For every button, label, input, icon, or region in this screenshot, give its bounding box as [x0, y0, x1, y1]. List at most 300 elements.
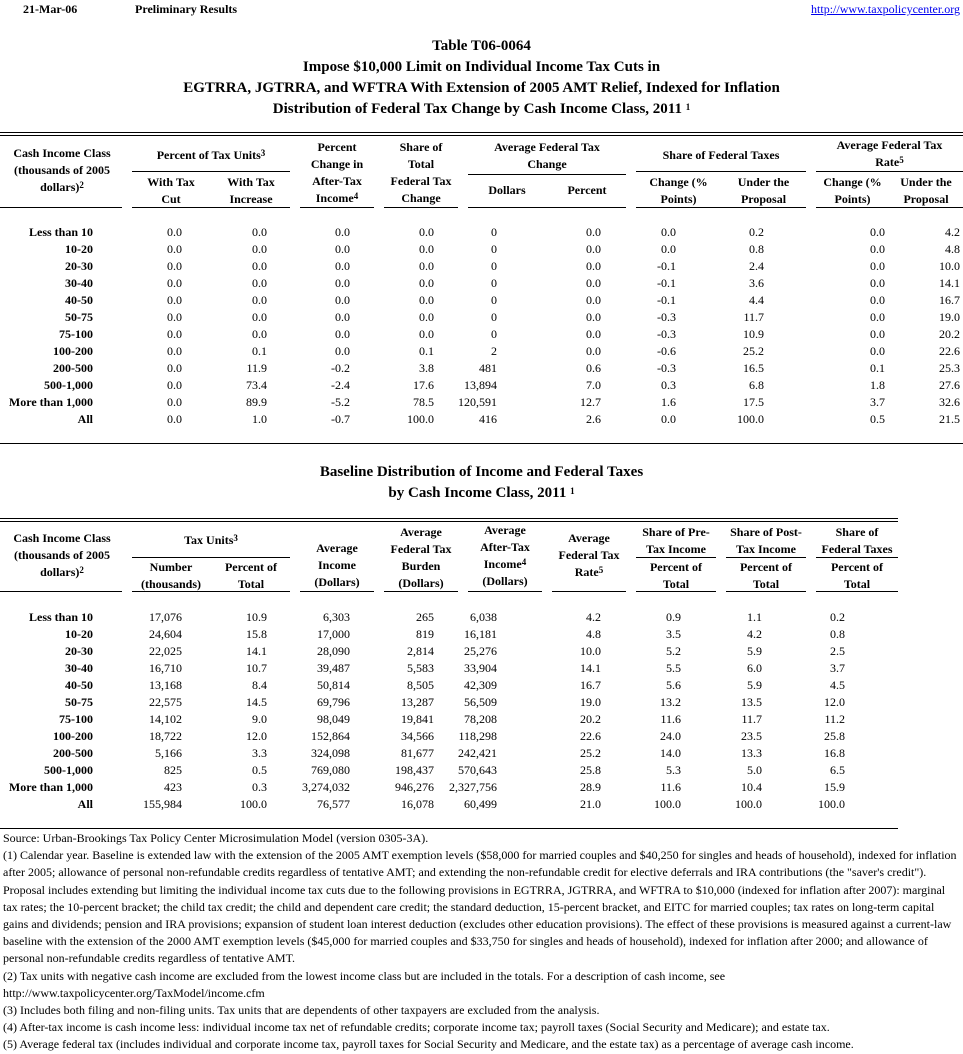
- rule: [636, 171, 806, 172]
- table1-header-rate-under-proposal: Under the Proposal: [900, 175, 952, 206]
- table-cell: 100.0: [735, 797, 762, 811]
- rule: [300, 207, 374, 208]
- table-cell: 17,076: [149, 610, 182, 624]
- table-row: [0, 745, 963, 762]
- table-cell: 825: [164, 763, 182, 777]
- table-cell: 3.7: [830, 661, 845, 675]
- table-cell: 0.0: [586, 310, 601, 324]
- table-cell: 16.8: [824, 746, 845, 760]
- table2-top-double-rule: [0, 518, 898, 522]
- table-cell: -0.1: [657, 259, 676, 273]
- rule: [552, 591, 626, 592]
- table-row: [0, 275, 963, 292]
- table-cell: 5,583: [407, 661, 434, 675]
- table-cell: 12.0: [824, 695, 845, 709]
- table-cell: 19.0: [939, 310, 960, 324]
- table-cell: 0.0: [419, 242, 434, 256]
- table-cell: 28,090: [317, 644, 350, 658]
- table-cell: 0.0: [167, 259, 182, 273]
- table-cell: 14,102: [149, 712, 182, 726]
- table-row: [0, 360, 963, 377]
- table-cell: 98,049: [317, 712, 350, 726]
- table-cell: 265: [416, 610, 434, 624]
- table2-header-share-pre-tax: Share of Pre- Tax Income: [642, 525, 710, 556]
- table-cell: 16,710: [149, 661, 182, 675]
- table-cell: 0.0: [870, 259, 885, 273]
- table-cell: 5.3: [666, 763, 681, 777]
- table1-header-avg-fed-tax-rate: Average Federal Tax Rate$^5$: [836, 138, 943, 169]
- table-cell: 0.0: [870, 293, 885, 307]
- table-cell: 42,309: [464, 678, 497, 692]
- rule: [816, 171, 963, 172]
- table-cell: 4.2: [586, 610, 601, 624]
- row-label: 200-500: [53, 361, 93, 375]
- rule: [300, 591, 374, 592]
- table2-title-line-1: Baseline Distribution of Income and Federal Taxes: [319, 464, 644, 480]
- table-cell: 0.0: [586, 276, 601, 290]
- table-cell: 4.2: [747, 627, 762, 641]
- table-cell: 13,168: [149, 678, 182, 692]
- table-cell: 0.5: [870, 412, 885, 426]
- row-label: 20-30: [65, 259, 93, 273]
- table-cell: 0.0: [167, 378, 182, 392]
- table-cell: 0.0: [335, 327, 350, 341]
- table-cell: 1.6: [661, 395, 676, 409]
- table-cell: 24,604: [149, 627, 182, 641]
- row-label: Less than 10: [28, 225, 93, 239]
- table-row: [0, 643, 963, 660]
- table-cell: 0.0: [252, 242, 267, 256]
- table2-header-pre-tax-pct: Percent of Total: [649, 560, 703, 591]
- table-cell: 4.8: [945, 242, 960, 256]
- table-cell: 20.2: [939, 327, 960, 341]
- table-cell: 0.0: [167, 361, 182, 375]
- table-row: [0, 224, 963, 241]
- table-row: [0, 796, 963, 813]
- table-cell: 819: [416, 627, 434, 641]
- table-cell: 10.4: [741, 780, 762, 794]
- table-cell: 5.5: [666, 661, 681, 675]
- table-cell: 13,894: [464, 378, 497, 392]
- table-cell: 0.0: [167, 327, 182, 341]
- table-cell: 0.0: [335, 225, 350, 239]
- table1-title: [0, 36, 963, 120]
- table-cell: 100.0: [818, 797, 845, 811]
- table-cell: 12.0: [246, 729, 267, 743]
- table-cell: 0.0: [870, 242, 885, 256]
- rule: [468, 591, 542, 592]
- table-cell: 5.9: [747, 644, 762, 658]
- taxpolicycenter-link[interactable]: http://www.taxpolicycenter.org: [811, 2, 960, 16]
- table-cell: 0: [491, 310, 497, 324]
- table-row: [0, 241, 963, 258]
- table2-header-avg-income: Average Income (Dollars): [314, 541, 360, 589]
- table1-top-double-rule: [0, 132, 963, 136]
- table-cell: 118,298: [458, 729, 497, 743]
- table-row: [0, 377, 963, 394]
- table-cell: 0.0: [167, 242, 182, 256]
- table-cell: -0.1: [657, 293, 676, 307]
- table-cell: 11.9: [246, 361, 267, 375]
- table-cell: 13.2: [660, 695, 681, 709]
- table1-header-dollars: Dollars: [488, 183, 526, 197]
- table-cell: 0: [491, 327, 497, 341]
- table-cell: 13.5: [741, 695, 762, 709]
- table1-header-pct-tax-units: Percent of Tax Units$^3$: [156, 148, 266, 162]
- table2-header-share-fed-taxes: Share of Federal Taxes: [821, 525, 893, 556]
- rule: [384, 207, 458, 208]
- table-cell: 0.0: [419, 276, 434, 290]
- table-cell: 0.0: [419, 310, 434, 324]
- row-label: Less than 10: [28, 610, 93, 624]
- table-cell: 0.0: [661, 412, 676, 426]
- table-cell: 0.0: [167, 293, 182, 307]
- table-cell: 12.7: [580, 395, 601, 409]
- table1-title-line-3: EGTRRA, JGTRRA, and WFTRA With Extension of 2005 AMT Relief, Indexed for Inflation: [183, 80, 780, 96]
- table-cell: 0.0: [335, 259, 350, 273]
- table-cell: 570,643: [458, 763, 497, 777]
- table-cell: 1.8: [870, 378, 885, 392]
- table-cell: 0.0: [870, 344, 885, 358]
- table-cell: 0.0: [252, 276, 267, 290]
- table-cell: 4.8: [586, 627, 601, 641]
- table-cell: -0.3: [657, 361, 676, 375]
- table-cell: 25.2: [743, 344, 764, 358]
- rule: [132, 557, 290, 558]
- table-cell: 22,025: [149, 644, 182, 658]
- table-cell: 34,566: [401, 729, 434, 743]
- table1-title-line-2: Impose $10,000 Limit on Individual Income Tax Cuts in: [302, 59, 661, 75]
- table-cell: 1.0: [252, 412, 267, 426]
- table-cell: 423: [164, 780, 182, 794]
- table-row: [0, 762, 963, 779]
- table-cell: 11.7: [741, 712, 762, 726]
- table-cell: 0.0: [870, 276, 885, 290]
- table-cell: 25,276: [464, 644, 497, 658]
- table-cell: 0: [491, 293, 497, 307]
- table-cell: 9.0: [252, 712, 267, 726]
- table-row: [0, 258, 963, 275]
- table2-bottom-rule: [0, 828, 898, 829]
- table-cell: 152,864: [311, 729, 350, 743]
- table-cell: 0.0: [167, 310, 182, 324]
- table-cell: -0.6: [657, 344, 676, 358]
- rule: [816, 591, 898, 592]
- table-cell: 21.0: [580, 797, 601, 811]
- table-cell: 28.9: [580, 780, 601, 794]
- table-cell: 5.2: [666, 644, 681, 658]
- table-row: [0, 660, 963, 677]
- rule: [132, 171, 290, 172]
- rule: [468, 174, 626, 175]
- table-cell: 0.0: [661, 225, 676, 239]
- table-cell: 27.6: [939, 378, 960, 392]
- table-cell: 16.5: [743, 361, 764, 375]
- table-cell: 6.5: [830, 763, 845, 777]
- table-cell: 0.0: [586, 242, 601, 256]
- rule: [0, 591, 122, 592]
- table-cell: 0.0: [167, 225, 182, 239]
- table-cell: 3.6: [749, 276, 764, 290]
- table-cell: 4.5: [830, 678, 845, 692]
- row-label: More than 1,000: [8, 780, 93, 794]
- table-cell: 0.0: [335, 293, 350, 307]
- table2-header-percent-of-total: Percent of Total: [224, 560, 278, 591]
- row-label: 100-200: [53, 344, 93, 358]
- table-cell: 20.2: [580, 712, 601, 726]
- table-cell: -0.2: [331, 361, 350, 375]
- table-cell: 0.0: [586, 293, 601, 307]
- table1-header-share-change-pts: Change (% Points): [649, 175, 708, 206]
- table-cell: 100.0: [737, 412, 764, 426]
- rule: [636, 591, 716, 592]
- table-cell: 0.0: [870, 310, 885, 324]
- table-row: [0, 711, 963, 728]
- table-cell: 10.7: [246, 661, 267, 675]
- table2-header-avg-fed-tax-rate: Average Federal Tax Rate$^5$: [558, 531, 620, 579]
- table-cell: 22.6: [939, 344, 960, 358]
- table-cell: 15.9: [824, 780, 845, 794]
- table-cell: 3,274,032: [302, 780, 350, 794]
- table-cell: 0.0: [586, 225, 601, 239]
- table2-header-post-tax-pct: Percent of Total: [739, 560, 793, 591]
- table-cell: 25.8: [824, 729, 845, 743]
- row-label: 10-20: [65, 627, 93, 641]
- table-cell: -2.4: [331, 378, 350, 392]
- table-cell: 0.0: [167, 276, 182, 290]
- table-row: [0, 343, 963, 360]
- table-row: [0, 626, 963, 643]
- table-cell: 13,287: [401, 695, 434, 709]
- table-cell: 4.4: [749, 293, 764, 307]
- table-cell: 0.0: [252, 225, 267, 239]
- rule: [636, 557, 716, 558]
- table-cell: 10.0: [580, 644, 601, 658]
- table-cell: 17,000: [317, 627, 350, 641]
- table-cell: 10.0: [939, 259, 960, 273]
- table1-header-pct-change-after-tax: Percent Change in After-Tax Income$^4$: [310, 140, 364, 205]
- table-cell: 14.1: [246, 644, 267, 658]
- table-cell: 0: [491, 259, 497, 273]
- table-cell: 5.6: [666, 678, 681, 692]
- table-cell: 0.1: [419, 344, 434, 358]
- table-cell: 0.0: [419, 259, 434, 273]
- table-cell: 0.0: [419, 327, 434, 341]
- table-cell: 946,276: [395, 780, 434, 794]
- row-label: 30-40: [65, 661, 93, 675]
- table2-title-line-2: by Cash Income Class, 2011 $^1$: [388, 485, 575, 501]
- table-cell: 0.0: [252, 310, 267, 324]
- table-cell: 7.0: [586, 378, 601, 392]
- table-cell: 155,984: [143, 797, 182, 811]
- table-cell: 0.0: [167, 344, 182, 358]
- table-cell: 100.0: [654, 797, 681, 811]
- table-cell: 78,208: [464, 712, 497, 726]
- table-cell: 11.6: [660, 780, 681, 794]
- rule: [726, 557, 806, 558]
- report-status: Preliminary Results: [135, 2, 238, 16]
- table-cell: 0: [491, 225, 497, 239]
- table-cell: 0.3: [661, 378, 676, 392]
- table-cell: 39,487: [317, 661, 350, 675]
- table2-header-tax-units: Tax Units$^3$: [184, 533, 238, 547]
- table-cell: 8.4: [252, 678, 267, 692]
- table-cell: 16,181: [464, 627, 497, 641]
- table1-header-share-fed-taxes: Share of Federal Taxes: [662, 148, 780, 162]
- table-cell: 6,303: [323, 610, 350, 624]
- table-cell: 14.1: [580, 661, 601, 675]
- row-label: 500-1,000: [44, 378, 93, 392]
- table-cell: -5.2: [331, 395, 350, 409]
- rule: [816, 557, 898, 558]
- row-label: 50-75: [65, 310, 93, 324]
- table-cell: 11.6: [660, 712, 681, 726]
- table-row: [0, 609, 963, 626]
- table-cell: 17.6: [413, 378, 434, 392]
- table-cell: 76,577: [317, 797, 350, 811]
- table-cell: 0.6: [586, 361, 601, 375]
- report-date: 21-Mar-06: [23, 2, 78, 16]
- table-cell: 242,421: [458, 746, 497, 760]
- table-cell: 5,166: [155, 746, 182, 760]
- table-cell: 0.2: [749, 225, 764, 239]
- table2-header-number: Number (thousands): [140, 560, 202, 591]
- rule: [132, 591, 290, 592]
- table-cell: 100.0: [407, 412, 434, 426]
- table-row: [0, 411, 963, 428]
- table-cell: 78.5: [413, 395, 434, 409]
- table-cell: 60,499: [464, 797, 497, 811]
- table1-bottom-rule: [0, 443, 963, 444]
- table-cell: 10.9: [743, 327, 764, 341]
- table-cell: 6.8: [749, 378, 764, 392]
- table1-header-share-under-proposal: Under the Proposal: [737, 175, 790, 206]
- table-cell: 8,505: [407, 678, 434, 692]
- row-label: 200-500: [53, 746, 93, 760]
- footnote-4: (4) After-tax income is cash income less: individual income tax net of refundable credits; corporate income tax; payroll taxes (Social Security and Medicare); and estate tax.: [3, 1020, 830, 1035]
- table-cell: 56,509: [464, 695, 497, 709]
- table-cell: 89.9: [246, 395, 267, 409]
- table-cell: 2,814: [407, 644, 434, 658]
- table-cell: 0.0: [252, 259, 267, 273]
- table-cell: 0.1: [252, 344, 267, 358]
- table-cell: 1.1: [747, 610, 762, 624]
- table-row: [0, 728, 963, 745]
- row-label: 10-20: [65, 242, 93, 256]
- table-cell: 69,796: [317, 695, 350, 709]
- table-cell: -0.3: [657, 310, 676, 324]
- table-cell: 0.0: [252, 327, 267, 341]
- table-cell: 25.3: [939, 361, 960, 375]
- table-cell: 21.5: [939, 412, 960, 426]
- table-row: [0, 779, 963, 796]
- row-label: More than 1,000: [8, 395, 93, 409]
- row-label: 40-50: [65, 293, 93, 307]
- footnote-3: (3) Includes both filing and non-filing units. Tax units that are dependents of other taxpayers are excluded from the analysis.: [3, 1003, 600, 1018]
- table-cell: 0.0: [252, 293, 267, 307]
- table-cell: 19,841: [401, 712, 434, 726]
- table-cell: 0.0: [586, 327, 601, 341]
- table2-title: [0, 462, 963, 504]
- row-label: All: [77, 412, 93, 426]
- table-row: [0, 326, 963, 343]
- table-cell: 0.9: [666, 610, 681, 624]
- row-label: 50-75: [65, 695, 93, 709]
- table-cell: 0.3: [252, 780, 267, 794]
- row-label: 500-1,000: [44, 763, 93, 777]
- table-cell: 14.5: [246, 695, 267, 709]
- table-cell: -0.7: [331, 412, 350, 426]
- table-cell: 198,437: [395, 763, 434, 777]
- rule: [726, 591, 806, 592]
- footnote-1: (1) Calendar year. Baseline is extended law with the extension of the 2005 AMT exemption levels ($58,000 for married couples and $40,250 for singles and heads of household), indexed for inflation after 2005; allowance of personal non-refundable credits regardless of tentative AMT; and extending the non-refundable credit for elective deferrals and IRA contributions (the "saver's credit"). Proposal includes extending but limiting the individual income tax cuts due to the following provisions in EGTRRA, JGTRRA, and WFTRA to $10,000 (indexed for inflation after 2007): marginal tax rates; the 10-percent bracket; the child tax credit; the child and dependent care credit; the standard deduction, 15-percent bracket, and EITC for married couples; tax rates on long-term capital gains and dividends; pension and IRA provisions; expansion of student loan interest deduction (excludes other education provisions). The effect of these provisions is measured against a current-law baseline with the extension of the 2000 AMT exemption levels ($45,000 for married couples and $33,750 for singles and heads of household), indexed for inflation after 2000; and allowance of personal non-refundable credits regardless of tentative AMT.: [3, 848, 957, 966]
- rule: [132, 207, 290, 208]
- table1-header-percent: Percent: [567, 183, 607, 197]
- row-label: All: [77, 797, 93, 811]
- footnote-2: (2) Tax units with negative cash income are excluded from the lowest income class but are included in the totals. For a description of cash income, see http://www.taxpolicycenter.org/TaxModel/income.cfm: [3, 968, 726, 1000]
- table-cell: 0.0: [335, 276, 350, 290]
- table-cell: 0.1: [870, 361, 885, 375]
- row-label: 40-50: [65, 678, 93, 692]
- table-cell: 17.5: [743, 395, 764, 409]
- table-row: [0, 694, 963, 711]
- table-cell: 4.2: [945, 225, 960, 239]
- table-cell: 25.2: [580, 746, 601, 760]
- table-cell: 14.1: [939, 276, 960, 290]
- table-cell: 0.0: [661, 242, 676, 256]
- table-cell: 3.7: [870, 395, 885, 409]
- table-cell: 16,078: [401, 797, 434, 811]
- table-cell: 16.7: [939, 293, 960, 307]
- table-cell: 2.6: [586, 412, 601, 426]
- footnote-5: (5) Average federal tax (includes individual and corporate income tax, payroll taxes for Social Security and Medicare, and the estate tax) as a percentage of average cash income.: [3, 1037, 854, 1052]
- table-cell: 14.0: [660, 746, 681, 760]
- table-cell: 22.6: [580, 729, 601, 743]
- table-cell: 416: [479, 412, 497, 426]
- table-cell: 16.7: [580, 678, 601, 692]
- table-cell: 0.0: [586, 344, 601, 358]
- table1-header-income-class: Cash Income Class (thousands of 2005 dollars)$^2$: [13, 146, 111, 194]
- table-cell: 73.4: [246, 378, 267, 392]
- rule: [636, 207, 806, 208]
- table-cell: 0.0: [167, 412, 182, 426]
- table1-header-with-tax-cut: With Tax Cut: [147, 175, 195, 206]
- table-cell: 0.0: [335, 242, 350, 256]
- table-cell: 5.0: [747, 763, 762, 777]
- table1-header-rate-change-pts: Change (% Points): [823, 175, 882, 206]
- table1-header-share-total-change: Share of Total Federal Tax Change: [390, 140, 452, 205]
- table-cell: 6,038: [470, 610, 497, 624]
- table-row: [0, 394, 963, 411]
- table2-header-share-post-tax: Share of Post- Tax Income: [730, 525, 802, 556]
- table-cell: 0.0: [419, 293, 434, 307]
- table-cell: 25.8: [580, 763, 601, 777]
- table-cell: 0.5: [252, 763, 267, 777]
- table-row: [0, 309, 963, 326]
- table-cell: 50,814: [317, 678, 350, 692]
- table1-header-with-tax-increase: With Tax Increase: [227, 175, 275, 206]
- table-cell: 3.5: [666, 627, 681, 641]
- table-cell: 23.5: [741, 729, 762, 743]
- table-cell: 5.9: [747, 678, 762, 692]
- footnotes: [3, 830, 958, 1054]
- table-cell: 0.2: [830, 610, 845, 624]
- table-cell: 2,327,756: [449, 780, 497, 794]
- source-note: Source: Urban-Brookings Tax Policy Center Microsimulation Model (version 0305-3A).: [3, 831, 429, 845]
- table2-header-avg-after-tax-income: Average After-Tax Income$^4$ (Dollars): [480, 523, 530, 588]
- table-cell: 3.3: [252, 746, 267, 760]
- table-cell: 18,722: [149, 729, 182, 743]
